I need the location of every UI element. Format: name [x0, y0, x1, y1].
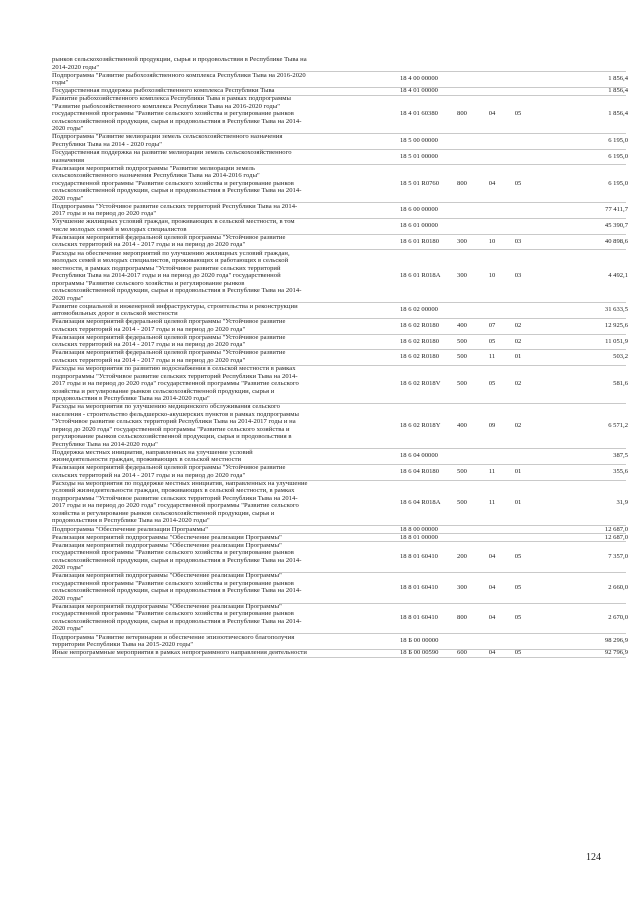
table-row [0, 218, 640, 233]
row-description [52, 534, 380, 542]
description-line: Реализация мероприятий федеральной целевой программы "Устойчивое развитие [52, 233, 286, 241]
table-row [0, 572, 640, 602]
rz-code: 04 [488, 179, 496, 187]
row-description [52, 542, 380, 572]
amount: 503,2 [613, 353, 628, 361]
rz-code: 11 [488, 353, 496, 361]
table-row [0, 234, 640, 249]
description-line: Иные непрограммные мероприятия в рамках непрограммного направления деятельности [52, 649, 307, 657]
pr-code: 01 [514, 353, 522, 361]
description-line: годы" [52, 79, 69, 87]
pr-code: 02 [514, 321, 522, 329]
vr-code: 300 [457, 237, 467, 245]
description-line: рынков сельскохозяйственной продукции, сырья и продовольствия в Республике Тыва на [52, 56, 307, 63]
description-line: сельских территорий на 2014 - 2017 годы и на период до 2020 года" [52, 241, 246, 249]
row-description [52, 572, 380, 602]
amount: 6 195,0 [608, 137, 628, 145]
table-row [0, 464, 640, 479]
table-row [0, 365, 640, 403]
description-line: назначения [52, 156, 85, 164]
csr-code: 18 6 02 R0180 [400, 353, 440, 361]
description-line: сельских территорий на 2014 - 2017 годы и на период до 2020 года" [52, 471, 246, 479]
description-line: государственной программы "Развитие сельского хозяйства и регулирование рынков [52, 179, 294, 187]
description-line: Расходы на мероприятия по поддержке местных инициатив, направленных на улучшение [52, 479, 308, 487]
description-line: сельскохозяйственной продукции, сырья и продовольствия в Республике Тыва на 2014- [52, 617, 302, 625]
row-description [52, 365, 380, 403]
description-line: Государственная поддержка рыбохозяйственного комплекса Республики Тыва [52, 87, 275, 95]
description-line: период до 2020 года" государственной программы "Развитие сельского хозяйства и [52, 425, 290, 433]
row-description [52, 526, 380, 534]
description-line: Подпрограмма "Устойчивое развитие сельских территорий Республики Тыва на 2014- [52, 202, 298, 210]
description-line: 2020 годы" [52, 125, 84, 133]
description-line: 2017 годы и на период до 2020 года" государственной программы "Развитие сельского [52, 502, 299, 510]
description-line: Расходы на мероприятия по развитию водоснабжения в сельской местности в рамках [52, 365, 296, 372]
csr-code: 18 6 04 R0180 [400, 468, 440, 476]
description-line: Реализация мероприятий федеральной целевой программы "Устойчивое развитие [52, 318, 286, 326]
description-line: подпрограммы "Устойчивое развитие сельских территорий Республики Тыва на 2014- [52, 494, 298, 502]
row-description [52, 87, 380, 95]
description-line: государственной программы "Развитие сельского хозяйства и регулирование рынков [52, 110, 294, 118]
amount: 11 051,9 [605, 337, 628, 345]
row-description [52, 149, 380, 164]
vr-code: 300 [457, 272, 467, 279]
pr-code: 05 [514, 110, 522, 118]
description-line: Реализация мероприятий федеральной целевой программы "Устойчивое развитие [52, 349, 286, 357]
table-row [0, 649, 640, 657]
csr-code: 18 Б 00 00590 [400, 649, 439, 657]
rz-code: 04 [488, 649, 496, 657]
amount: 6 195,0 [608, 152, 628, 160]
description-line: населения - строительство фельдшерско-акушерских пунктов в рамках подпрограммы [52, 410, 299, 418]
description-line: Подпрограмма "Развитие мелиорации земель сельскохозяйственного назначения [52, 133, 283, 141]
description-line: регулирование рынков сельскохозяйственной продукции, сырья и продовольствия в [52, 433, 292, 441]
description-line: Подпрограмма "Обеспечение реализации Программы" [52, 525, 209, 533]
vr-code: 500 [457, 353, 467, 361]
vr-code: 400 [457, 421, 467, 429]
description-line: Реализация мероприятий федеральной целевой программы "Устойчивое развитие [52, 464, 286, 472]
table-row [0, 534, 640, 542]
row-description [52, 203, 380, 218]
table-row [0, 165, 640, 203]
csr-code: 18 6 01 R0180 [400, 237, 440, 245]
vr-code: 800 [457, 614, 467, 622]
csr-code: 18 4 01 00000 [400, 87, 438, 95]
pr-code: 03 [514, 272, 522, 279]
table-row [0, 403, 640, 448]
row-description [52, 480, 380, 525]
rz-code: 05 [488, 337, 496, 345]
description-line: государственной программы "Развитие сельского хозяйства и регулирование рынков [52, 610, 294, 618]
vr-code: 500 [457, 498, 467, 506]
description-line: жизнедеятельности граждан, проживающих в сельской местности [52, 456, 242, 464]
rz-code: 04 [488, 110, 496, 118]
amount: 581,6 [613, 380, 628, 387]
row-description [52, 250, 380, 303]
pr-code: 05 [514, 614, 522, 622]
description-line: территории Республики Тыва на 2015-2020 годы" [52, 641, 194, 648]
vr-code: 500 [457, 380, 467, 387]
description-line: 2020 годы" [52, 625, 84, 633]
amount: 4 492,1 [608, 272, 628, 279]
csr-code: 18 6 02 R018Y [400, 421, 441, 429]
amount: 31 633,5 [604, 306, 628, 314]
description-line: сельскохозяйственной продукции, сырья и продовольствия в Республике Тыва на 2014- [52, 117, 302, 125]
description-line: автомобильных дорог в сельской местности [52, 310, 178, 318]
description-line: подпрограммы "Устойчивое развитие сельских территорий Республики Тыва на 2014- [52, 372, 298, 380]
pr-code: 05 [514, 179, 522, 187]
csr-code: 18 6 01 00000 [400, 222, 438, 230]
table-row [0, 349, 640, 364]
csr-code: 18 4 01 60380 [400, 110, 438, 118]
table-row [0, 526, 640, 534]
row-description [52, 72, 380, 87]
rz-code: 09 [488, 421, 496, 429]
description-line: государственной программы "Развитие сельского хозяйства и регулирование рынков [52, 549, 294, 557]
amount: 1 856,4 [608, 75, 628, 83]
table-row [0, 334, 640, 349]
amount: 12 687,0 [604, 533, 628, 541]
amount: 1 856,4 [608, 110, 628, 118]
description-line: Подпрограмма "Развитие ветеринарии и обеспечение эпизоотического благополучия [52, 633, 295, 641]
table-row [0, 203, 640, 218]
pr-code: 01 [514, 498, 522, 506]
csr-code: 18 5 01 R0760 [400, 179, 440, 187]
csr-code: 18 8 01 60410 [400, 552, 438, 560]
description-line: продовольствия в Республике Тыва на 2014-2020 годы" [52, 517, 210, 525]
amount: 1 856,4 [608, 87, 628, 95]
rz-code: 04 [488, 583, 496, 591]
description-line: Реализация мероприятий подпрограммы "Обеспечение реализации Программы" [52, 602, 282, 610]
amount: 45 390,7 [604, 222, 628, 230]
table-row [0, 72, 640, 87]
amount: 6 195,0 [608, 179, 628, 187]
vr-code: 800 [457, 110, 467, 118]
table-row [0, 87, 640, 95]
table-row [0, 318, 640, 333]
amount: 77 411,7 [605, 206, 628, 214]
rz-code: 04 [488, 614, 496, 622]
description-line: Развитие рыбохозяйственного комплекса Республики Тыва в рамках подпрограммы [52, 95, 291, 103]
description-line: числе молодых семей и молодых специалистов [52, 225, 187, 233]
description-line: сельскохозяйственной продукции, сырья и продовольствия в Республике Тыва на 2014- [52, 587, 302, 595]
csr-code: 18 8 01 60410 [400, 614, 438, 622]
rz-code: 05 [488, 380, 496, 387]
description-line: "Развитие рыбохозяйственного комплекса Республики Тыва на 2016-2020 годы" [52, 102, 281, 110]
csr-code: 18 Б 00 00000 [400, 637, 439, 645]
vr-code: 800 [457, 179, 467, 187]
description-line: сельскохозяйственной продукции, сырья и продовольствия в Республике Тыва на 2014- [52, 287, 302, 294]
table-row [0, 56, 640, 71]
description-line: хозяйства и регулирование рынков сельскохозяйственной продукции, сырья и [52, 387, 275, 395]
description-line: 2014-2020 годы" [52, 63, 100, 71]
description-line: Улучшение жилищных условий граждан, проживающих в сельской местности, в том [52, 218, 295, 226]
description-line: "Устойчивое развитие сельских территорий Республики Тыва на 2014-2017 годы и на [52, 418, 296, 426]
page-number: 124 [586, 852, 601, 863]
description-line: Реализация мероприятий подпрограммы "Развитие мелиорации земель [52, 164, 256, 172]
rz-code: 11 [488, 498, 496, 506]
rz-code: 11 [488, 468, 496, 476]
description-line: сельскохозяйственной продукции, сырья и продовольствия в Республике Тыва на 2014- [52, 187, 302, 195]
table-row [0, 149, 640, 164]
description-line: условий жизнедеятельности граждан, проживающих в сельской местности, в рамках [52, 487, 295, 495]
description-line: местности, в рамках подпрограммы "Устойчивое развитие сельских территорий [52, 264, 281, 272]
row-description [52, 464, 380, 479]
row-description [52, 603, 380, 633]
vr-code: 300 [457, 583, 467, 591]
csr-code: 18 8 01 00000 [400, 533, 438, 541]
pr-code: 02 [514, 380, 522, 387]
csr-code: 18 6 01 R018А [400, 272, 441, 279]
row-description [52, 56, 380, 71]
table-row [0, 449, 640, 464]
row-description [52, 218, 380, 233]
vr-code: 500 [457, 468, 467, 476]
amount: 2 660,0 [608, 583, 628, 591]
row-description [52, 133, 380, 148]
description-line: продовольствия в Республике Тыва на 2014-2020 годы" [52, 395, 210, 402]
description-line: Реализация мероприятий подпрограммы "Обеспечение реализации Программы" [52, 533, 282, 541]
description-line: Государственная поддержка на развитие мелиорации земель сельскохозяйственного [52, 149, 292, 156]
description-line: сельских территорий на 2014 - 2017 годы и на период до 2020 года" [52, 341, 246, 349]
pr-code: 02 [514, 421, 522, 429]
row-description [52, 649, 380, 657]
pr-code: 05 [514, 583, 522, 591]
description-line: сельскохозяйственной продукции, сырья и продовольствия в Республике Тыва на 2014- [52, 556, 302, 564]
csr-code: 18 6 00 00000 [400, 206, 438, 214]
rz-code: 10 [488, 272, 496, 279]
table-row [0, 250, 640, 303]
table-row [0, 634, 640, 649]
row-description [52, 165, 380, 203]
csr-code: 18 6 02 00000 [400, 306, 438, 314]
table-row [0, 480, 640, 525]
table-row [0, 133, 640, 148]
description-line: сельских территорий на 2014 - 2017 годы и на период до 2020 года" [52, 325, 246, 333]
description-line: сельских территорий на 2014 - 2017 годы и на период до 2020 года" [52, 356, 246, 364]
description-line: Подпрограмма "Развитие рыбохозяйственного комплекса Республики Тыва на 2016-2020 [52, 71, 306, 79]
amount: 98 296,9 [604, 637, 628, 645]
vr-code: 200 [457, 552, 467, 560]
description-line: 2017 годы и на период до 2020 года" [52, 210, 157, 218]
csr-code: 18 6 04 R018А [400, 498, 441, 506]
row-description [52, 95, 380, 133]
table-row [0, 542, 640, 572]
amount: 355,6 [613, 468, 628, 476]
description-line: Республике Тыва на 2014-2020 годы" [52, 440, 158, 448]
description-line: Расходы на мероприятия по улучшению медицинского обслуживания сельского [52, 403, 280, 411]
row-description [52, 449, 380, 464]
csr-code: 18 5 01 00000 [400, 152, 438, 160]
description-line: государственной программы "Развитие сельского хозяйства и регулирование рынков [52, 579, 294, 587]
pr-code: 05 [514, 649, 522, 657]
rz-code: 10 [488, 237, 496, 245]
description-line: Расходы на обеспечение мероприятий по улучшению жилищных условий граждан, [52, 249, 290, 257]
csr-code: 18 8 00 00000 [400, 525, 438, 533]
description-line: 2020 годы" [52, 564, 84, 572]
amount: 6 571,2 [608, 421, 628, 429]
amount: 387,5 [613, 452, 628, 460]
pr-code: 03 [514, 237, 522, 245]
description-line: Реализация мероприятий федеральной целевой программы "Устойчивое развитие [52, 333, 286, 341]
table-row [0, 303, 640, 318]
csr-code: 18 4 00 00000 [400, 75, 438, 83]
row-description [52, 403, 380, 448]
row-description [52, 334, 380, 349]
row-description [52, 318, 380, 333]
csr-code: 18 8 01 60410 [400, 583, 438, 591]
amount: 12 687,0 [604, 525, 628, 533]
csr-code: 18 6 02 R018V [400, 380, 441, 387]
description-line: Реализация мероприятий подпрограммы "Обеспечение реализации Программы" [52, 541, 282, 549]
table-row [0, 603, 640, 633]
vr-code: 400 [457, 321, 467, 329]
row-description [52, 349, 380, 364]
row-description [52, 634, 380, 649]
description-line: 2020 годы" [52, 194, 84, 202]
description-line: сельскохозяйственного назначения Республики Тыва на 2014-2016 годы" [52, 172, 260, 180]
description-line: 2017 годы и на период до 2020 года" государственной программы "Развитие сельского [52, 380, 299, 387]
pr-code: 05 [514, 552, 522, 560]
amount: 2 670,0 [608, 614, 628, 622]
amount: 12 925,6 [604, 321, 628, 329]
row-description [52, 303, 380, 318]
description-line: хозяйства и регулирование рынков сельскохозяйственной продукции, сырья и [52, 509, 275, 517]
description-line: Республики Тыва на 2014-2017 годы и на период до 2020 года" государственной [52, 272, 281, 279]
description-line: Реализация мероприятий подпрограммы "Обеспечение реализации Программы" [52, 572, 282, 580]
vr-code: 600 [457, 649, 467, 657]
amount: 40 898,6 [604, 237, 628, 245]
csr-code: 18 6 02 R0180 [400, 321, 440, 329]
csr-code: 18 6 02 R0180 [400, 337, 440, 345]
description-line: Республики Тыва на 2014 - 2020 годы" [52, 140, 162, 148]
description-line: Развитие социальной и инженерной инфраструктуры, строительства и реконструкции [52, 302, 298, 310]
rz-code: 04 [488, 552, 496, 560]
rz-code: 07 [488, 321, 496, 329]
description-line: молодых семей и молодых специалистов, проживающих и работающих в сельской [52, 257, 289, 264]
csr-code: 18 6 04 00000 [400, 452, 438, 460]
row-description [52, 234, 380, 249]
description-line: 2020 годы" [52, 294, 84, 302]
description-line: 2020 годы" [52, 594, 84, 602]
description-line: Поддержка местных инициатив, направленных на улучшение условий [52, 448, 253, 456]
row-divider [52, 657, 626, 658]
amount: 92 796,9 [604, 649, 628, 657]
csr-code: 18 5 00 00000 [400, 137, 438, 145]
vr-code: 500 [457, 337, 467, 345]
pr-code: 01 [514, 468, 522, 476]
amount: 31,9 [616, 498, 628, 506]
table-row [0, 95, 640, 133]
description-line: программы "Развитие сельского хозяйства и регулирование рынков [52, 279, 245, 287]
pr-code: 02 [514, 337, 522, 345]
amount: 7 357,0 [608, 552, 628, 560]
